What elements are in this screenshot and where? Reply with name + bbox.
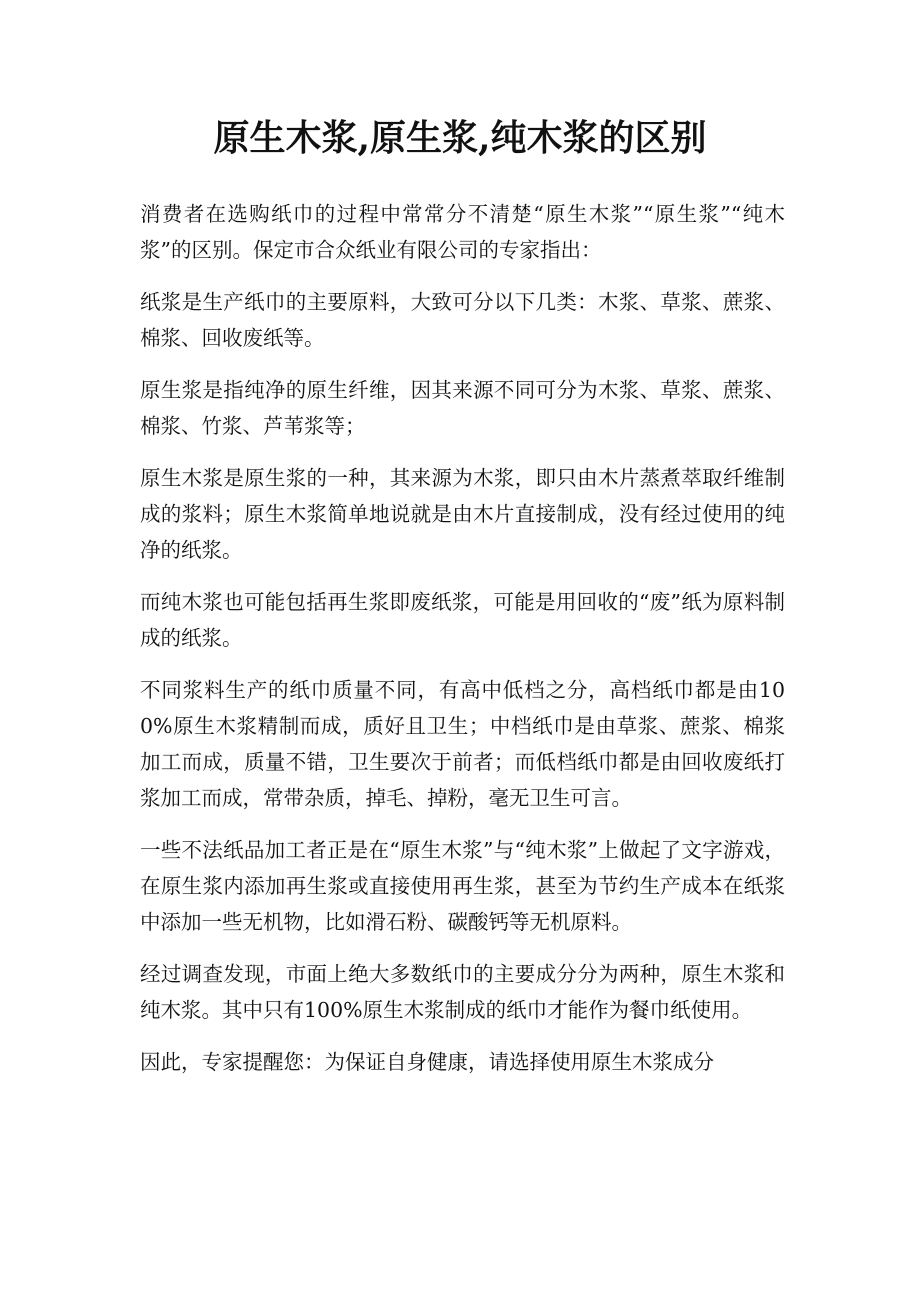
paragraph-2: 纸浆是生产纸巾的主要原料，大致可分以下几类：木浆、草浆、蔗浆、棉浆、回收废纸等。 <box>140 290 785 350</box>
paragraph-3: 原生浆是指纯净的原生纤维，因其来源不同可分为木浆、草浆、蔗浆、棉浆、竹浆、芦苇浆等； <box>140 378 785 438</box>
paragraph-5: 而纯木浆也可能包括再生浆即废纸浆，可能是用回收的“废”纸为原料制成的纸浆。 <box>140 590 785 650</box>
paragraph-4: 原生木浆是原生浆的一种，其来源为木浆，即只由木片蒸煮萃取纤维制成的浆料；原生木浆简单地说就是由木片直接制成，没有经过使用的纯净的纸浆。 <box>140 466 785 562</box>
document-body <box>140 196 785 1096</box>
paragraph-8: 经过调查发现，市面上绝大多数纸巾的主要成分分为两种，原生木浆和纯木浆。其中只有100%原生木浆制成的纸巾才能作为餐巾纸使用。 <box>140 962 785 1022</box>
paragraph-1: 消费者在选购纸巾的过程中常常分不清楚“原生木浆”“原生浆”“纯木浆”的区别。保定市合众纸业有限公司的专家指出： <box>140 202 785 262</box>
paragraph-6: 不同浆料生产的纸巾质量不同，有高中低档之分，高档纸巾都是由100%原生木浆精制而成，质好且卫生；中档纸巾是由草浆、蔗浆、棉浆加工而成，质量不错，卫生要次于前者；而低档纸巾都是由回收废纸打浆加工而成，常带杂质，掉毛、掉粉，毫无卫生可言。 <box>140 678 785 810</box>
document-title: 原生木浆,原生浆,纯木浆的区别 <box>213 117 707 159</box>
paragraph-7: 一些不法纸品加工者正是在“原生木浆”与“纯木浆”上做起了文字游戏，在原生浆内添加再生浆或直接使用再生浆，甚至为节约生产成本在纸浆中添加一些无机物，比如滑石粉、碳酸钙等无机原料。 <box>140 838 785 934</box>
paragraph-9: 因此，专家提醒您：为保证自身健康，请选择使用原生木浆成分 <box>140 1050 714 1074</box>
